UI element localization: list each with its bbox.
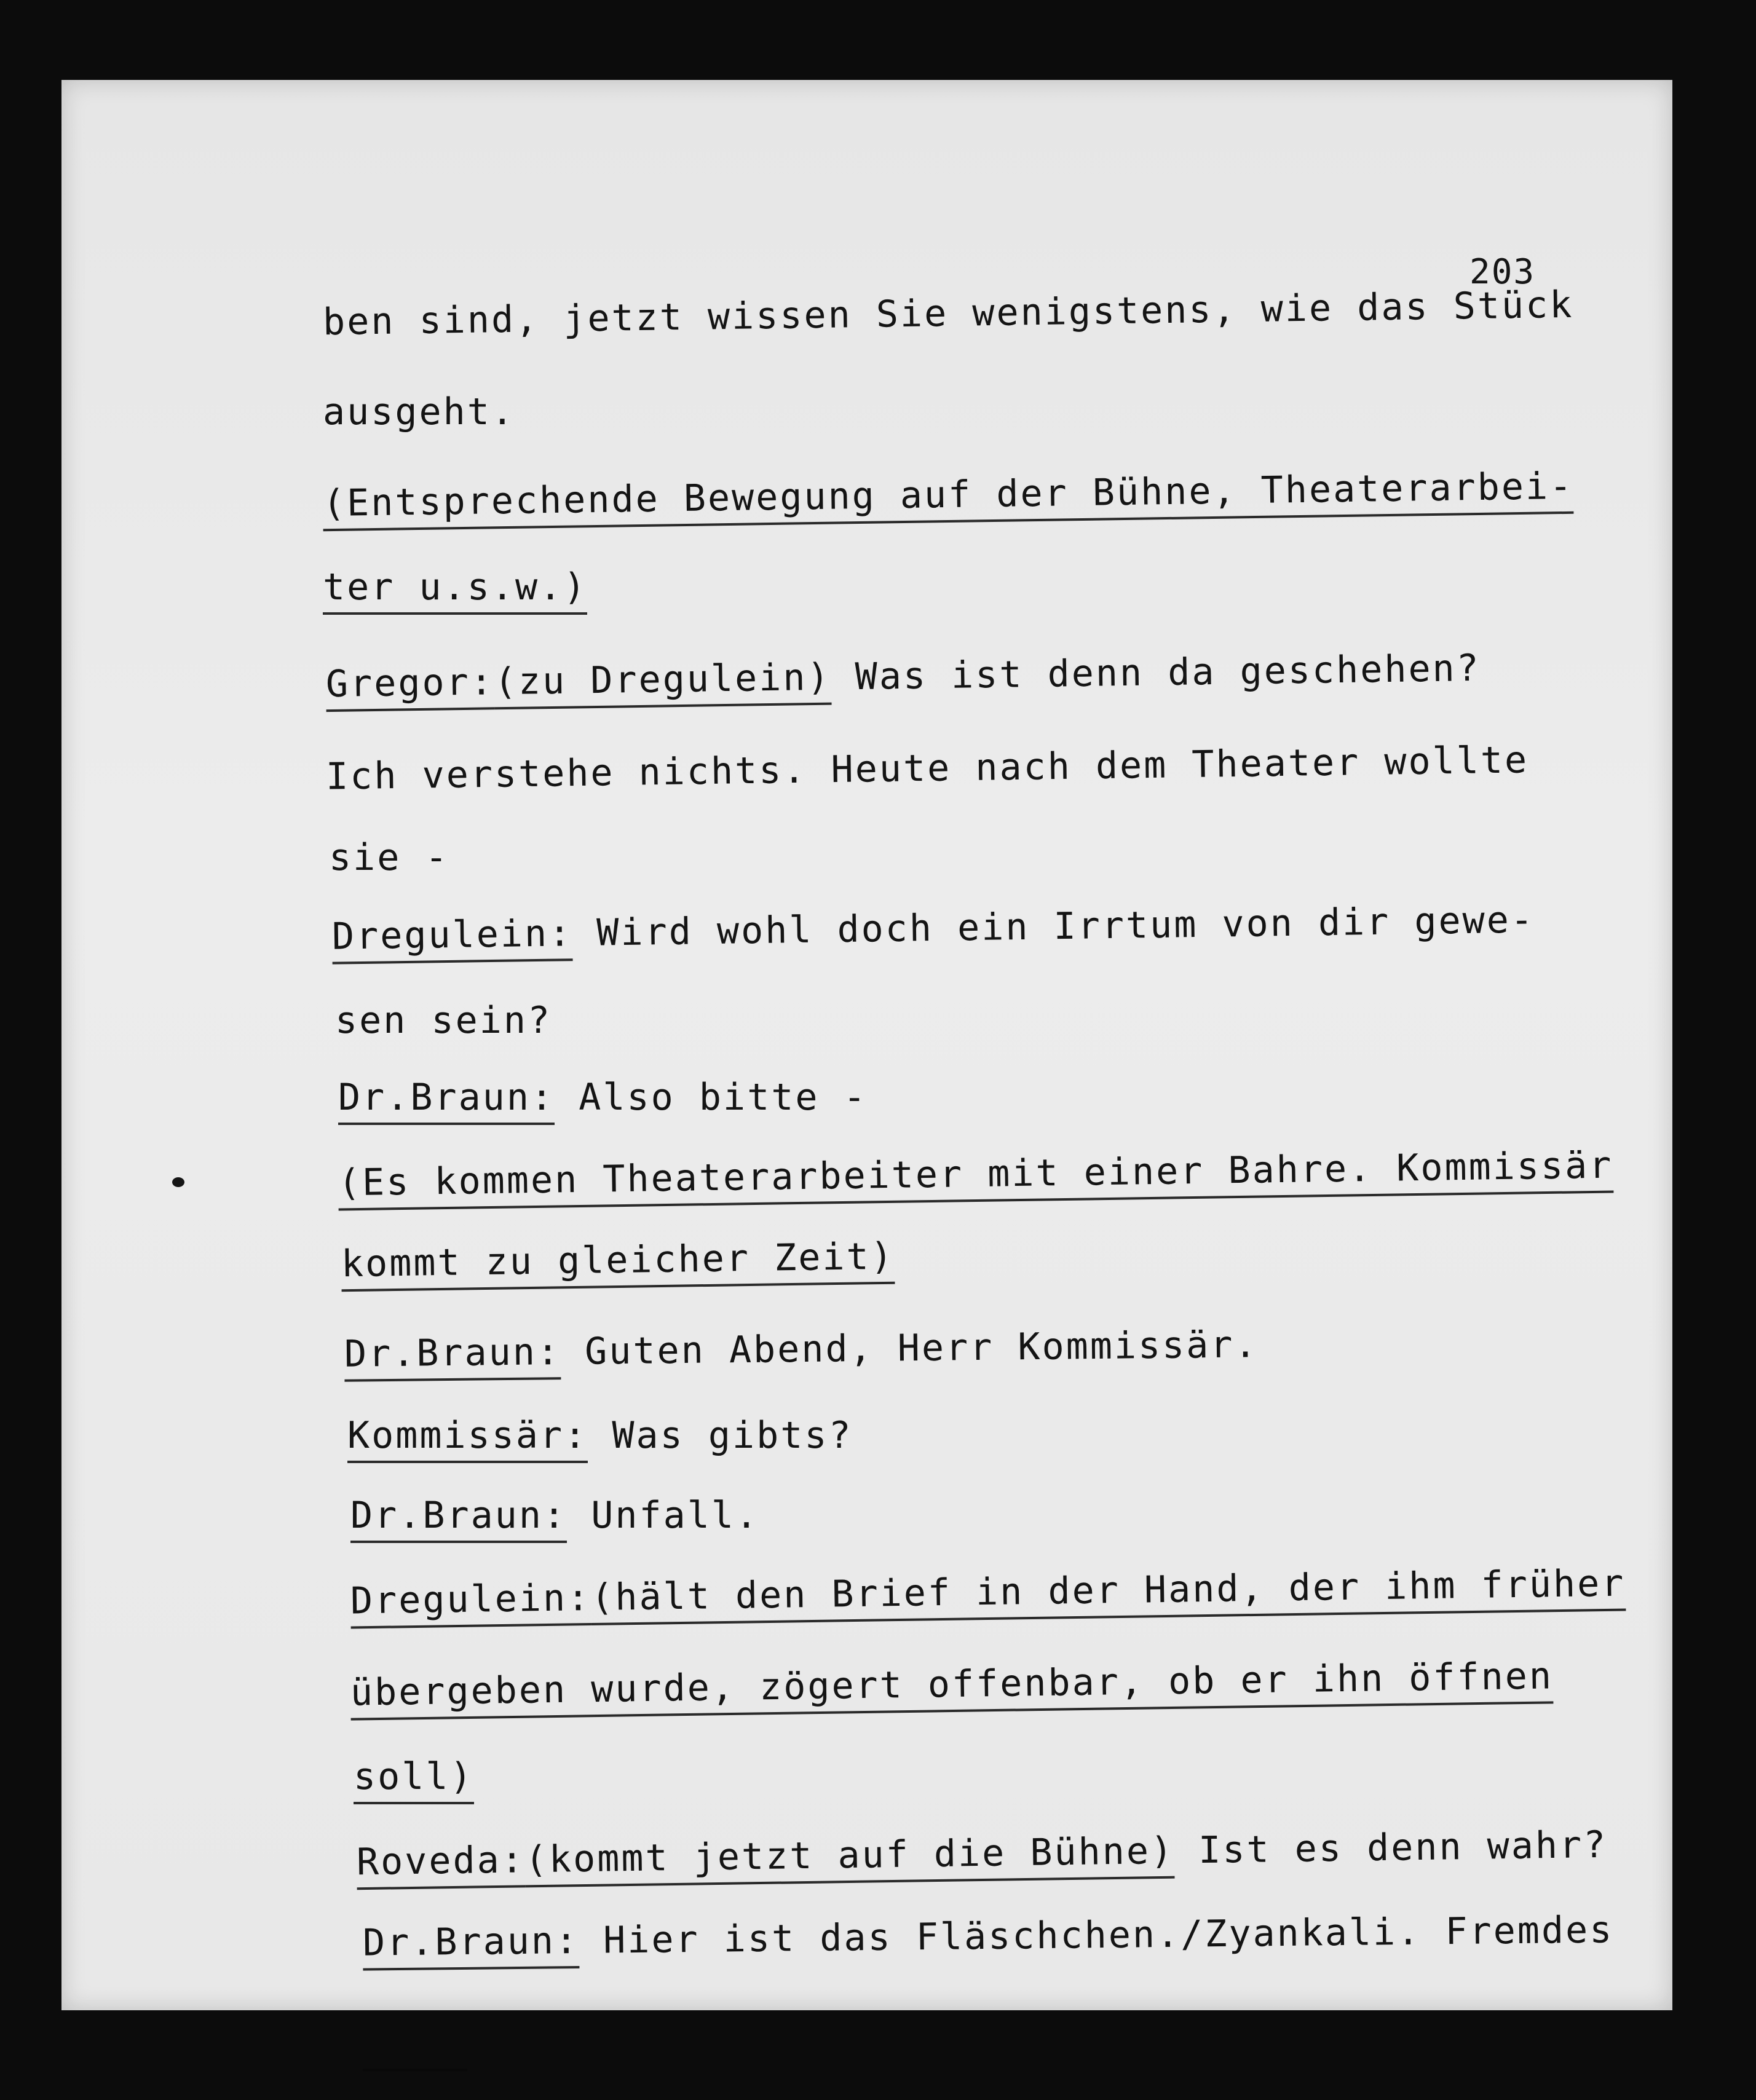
speaker-name: Kommissär: <box>347 1414 588 1463</box>
stage-direction-line <box>341 1235 895 1292</box>
speaker-name: Dregulein: <box>350 1576 591 1628</box>
stage-direction: (Es kommen Theaterarbeiter mit einer Bahre. Kommissär <box>338 1144 1613 1211</box>
stage-direction: (hält den Brief in der Hand, der ihm früher <box>591 1562 1626 1625</box>
dialogue-text: Unfall. <box>567 1494 760 1537</box>
dialogue-line <box>347 1414 853 1463</box>
line-text: ben sind, jetzt wissen Sie wenigstens, wie das Stück <box>322 283 1574 344</box>
dialogue-line <box>332 898 1535 964</box>
speaker-name: Gregor: <box>326 660 495 712</box>
dialogue-text: Was ist denn da geschehen? <box>831 646 1481 699</box>
stage-direction: (zu Dregulein) <box>494 656 831 710</box>
line-text: Ich verstehe nichts. Heute nach dem Theater wollte <box>325 738 1529 799</box>
page-number: 203 <box>1469 252 1536 292</box>
scratch-mark <box>363 2069 467 2071</box>
speaker-name: Dr.Braun: <box>363 1919 580 1971</box>
stage-direction-line <box>323 566 587 615</box>
dialogue-line <box>350 1562 1626 1629</box>
text-line <box>329 836 449 879</box>
dialogue-line <box>350 1494 759 1543</box>
stage-direction-line <box>354 1755 474 1804</box>
line-text: ausgeht. <box>323 390 515 433</box>
dialogue-text: Hier ist das Fläschchen./Zyankali. Fremdes <box>579 1908 1614 1962</box>
line-text: sen sein? <box>335 999 552 1042</box>
stage-direction-line <box>323 465 1574 531</box>
dialogue-text: Wird wohl doch ein Irrtum von dir gewe- <box>572 898 1535 955</box>
speaker-name: Dr.Braun: <box>344 1330 561 1382</box>
stage-direction-line <box>338 1144 1613 1211</box>
text-line <box>323 283 1574 344</box>
text-line <box>323 390 515 433</box>
dialogue-line <box>363 1908 1614 1970</box>
speaker-name: Dr.Braun: <box>338 1076 555 1125</box>
dialogue-text: Was gibts? <box>588 1414 853 1457</box>
speaker-name: Roveda: <box>357 1838 526 1890</box>
stage-direction-line <box>350 1654 1554 1720</box>
dialogue-line <box>344 1323 1259 1382</box>
dialogue-line <box>326 647 1481 712</box>
typewritten-page <box>61 80 1672 2010</box>
dialogue-text: Ist es denn wahr? <box>1174 1823 1608 1873</box>
speaker-name: Dr.Braun: <box>350 1494 567 1543</box>
dialogue-line <box>357 1823 1608 1890</box>
text-line <box>326 738 1529 798</box>
speaker-name: Dregulein: <box>332 912 573 964</box>
stage-direction: ter u.s.w.) <box>323 566 587 615</box>
line-text: sie - <box>329 836 449 879</box>
stage-direction: übergeben wurde, zögert offenbar, ob er ihn öffnen <box>350 1654 1554 1720</box>
dialogue-text: Guten Abend, Herr Kommissär. <box>560 1323 1259 1374</box>
punch-hole <box>172 1177 184 1187</box>
stage-direction: (kommt jetzt auf die Bühne) <box>524 1830 1174 1888</box>
dialogue-text: Also bitte - <box>555 1076 868 1119</box>
stage-direction: kommt zu gleicher Zeit) <box>341 1235 895 1292</box>
stage-direction: soll) <box>354 1755 474 1804</box>
stage-direction: (Entsprechende Bewegung auf der Bühne, Theaterarbei- <box>323 465 1574 531</box>
text-line <box>335 999 552 1042</box>
dialogue-line <box>338 1076 868 1125</box>
